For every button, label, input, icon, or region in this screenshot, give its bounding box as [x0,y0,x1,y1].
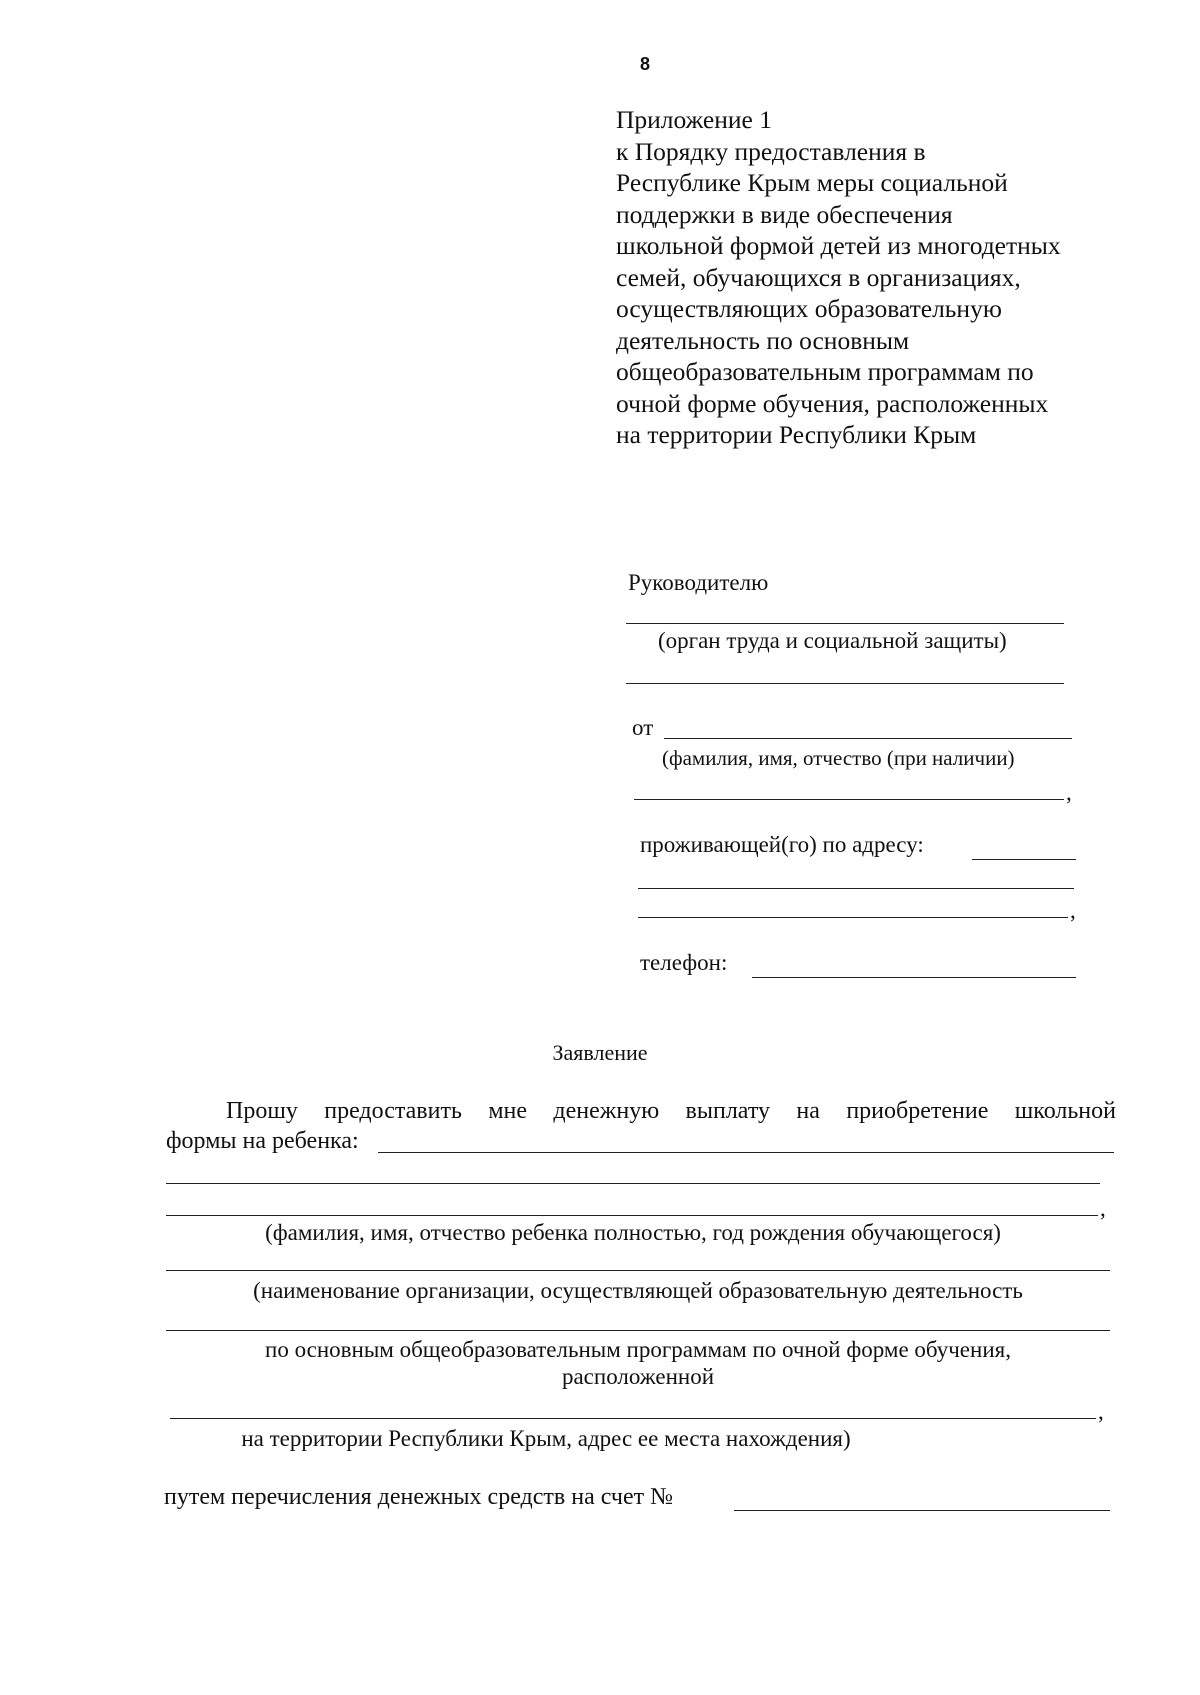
org-field-3[interactable] [170,1418,1096,1419]
fio-caption: (фамилия, имя, отчество (при наличии) [662,746,1015,770]
child-caption: (фамилия, имя, отчество ребенка полностью, год рождения обучающегося) [265,1220,1001,1245]
address-field-2[interactable] [638,888,1074,889]
appendix-line: школьной формой детей из многодетных [616,231,1061,260]
organ-field[interactable] [626,623,1064,624]
org-field-1[interactable] [166,1270,1110,1271]
address-field-3[interactable] [638,917,1068,918]
appendix-line: очной форме обучения, расположенных [616,388,1049,418]
request-word: на [796,1098,820,1124]
appendix-line: к Порядку предоставления в [616,136,926,166]
request-word: Прошу [226,1098,298,1124]
appendix-line: на территории Республики Крым [616,420,977,449]
request-word: приобретение [846,1098,989,1124]
appendix-line: Республике Крым меры социальной [616,168,1008,197]
account-label: путем перечисления денежных средств на счет № [164,1484,674,1510]
statement-title: Заявление [552,1040,648,1065]
from-label: от [632,715,654,740]
recipient-to-label: Руководителю [628,570,769,595]
child-comma: , [1100,1196,1106,1221]
child-field-1[interactable] [378,1152,1114,1153]
appendix-line: Приложение 1 [616,105,772,134]
org-comma: , [1098,1399,1104,1424]
address-comma: , [1070,898,1076,923]
org-field-2[interactable] [166,1330,1110,1331]
request-word: денежную [553,1098,660,1124]
address-field-1[interactable] [972,859,1076,860]
appendix-line: общеобразовательным программам по [616,357,1034,386]
fio-field-2[interactable] [634,799,1064,800]
org-caption-1: (наименование организации, осуществляющей образовательную деятельность [253,1278,1023,1303]
request-word: выплату [685,1098,771,1124]
org-caption-3: расположенной [561,1364,715,1389]
from-fio-field[interactable] [664,738,1072,739]
phone-field[interactable] [752,977,1076,978]
appendix-line: семей, обучающихся в организациях, [616,262,1021,292]
request-word: школьной [1014,1098,1116,1124]
phone-label: телефон: [640,950,728,975]
appendix-line: поддержки в виде обеспечения [616,199,953,229]
appendix-line: деятельность по основным [616,325,910,355]
child-field-3[interactable] [166,1215,1098,1216]
request-text [226,1098,1116,1125]
page-number: 8 [640,54,651,74]
request-line-2: формы на ребенка: [166,1128,359,1154]
request-word: мне [488,1098,527,1124]
child-field-2[interactable] [166,1183,1100,1184]
org-caption-4: на территории Республики Крым, адрес ее места нахождения) [241,1426,851,1451]
fio-comma: , [1066,780,1072,805]
appendix-line: осуществляющих образовательную [616,294,1002,323]
account-field[interactable] [734,1510,1110,1511]
request-word: предоставить [324,1098,462,1124]
organ-caption: (орган труда и социальной защиты) [658,628,1007,653]
appendix-header [616,104,1061,451]
organ-field-2[interactable] [626,683,1064,684]
address-label: проживающей(го) по адресу: [640,832,924,857]
org-caption-2: по основным общеобразовательным программам по очной форме обучения, [265,1337,1011,1362]
